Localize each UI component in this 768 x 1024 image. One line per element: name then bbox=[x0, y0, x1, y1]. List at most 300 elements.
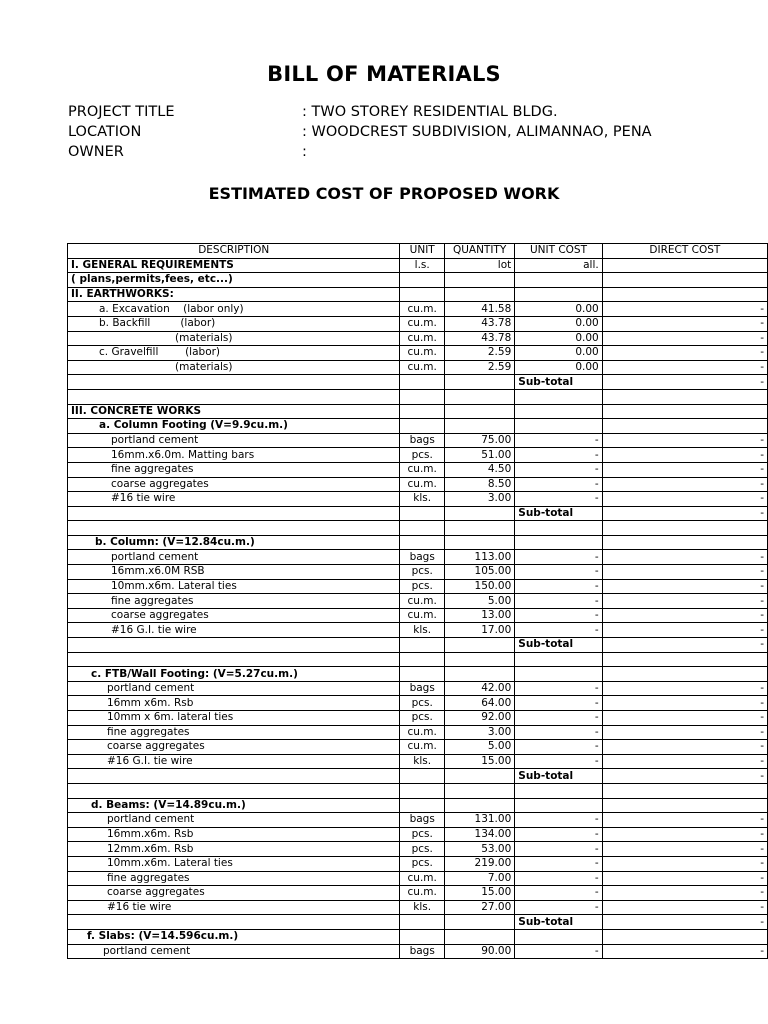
row-unit: pcs. bbox=[400, 448, 444, 463]
row-description: f. Slabs: (V=14.596cu.m.) bbox=[68, 929, 400, 944]
row-unit-cost: - bbox=[515, 594, 602, 609]
row-unit-cost: - bbox=[515, 579, 602, 594]
row-unit: kls. bbox=[400, 623, 444, 638]
table-row bbox=[68, 565, 768, 580]
row-direct-cost: - bbox=[602, 608, 767, 623]
row-unit bbox=[400, 404, 444, 419]
row-quantity: 8.50 bbox=[444, 477, 514, 492]
row-unit-cost: - bbox=[515, 944, 602, 959]
table-row bbox=[68, 871, 768, 886]
row-quantity: 219.00 bbox=[444, 856, 514, 871]
table-row bbox=[68, 258, 768, 273]
row-direct-cost bbox=[602, 419, 767, 434]
header-unit-cost: UNIT COST bbox=[515, 244, 602, 259]
table-row bbox=[68, 783, 768, 798]
row-description: coarse aggregates bbox=[68, 740, 400, 755]
row-description: III. CONCRETE WORKS bbox=[68, 404, 400, 419]
row-unit-cost: 0.00 bbox=[515, 316, 602, 331]
table-row bbox=[68, 856, 768, 871]
row-direct-cost: - bbox=[602, 915, 767, 930]
row-unit: pcs. bbox=[400, 856, 444, 871]
row-description: b. Backfill (labor) bbox=[68, 316, 400, 331]
row-unit-cost: Sub-total bbox=[515, 915, 602, 930]
row-quantity bbox=[444, 287, 514, 302]
row-quantity: 27.00 bbox=[444, 900, 514, 915]
row-description: 16mm.x6.0M RSB bbox=[68, 565, 400, 580]
row-quantity: lot bbox=[444, 258, 514, 273]
row-description: d. Beams: (V=14.89cu.m.) bbox=[68, 798, 400, 813]
row-direct-cost: - bbox=[602, 316, 767, 331]
row-unit-cost: - bbox=[515, 871, 602, 886]
row-description: 16mm x6m. Rsb bbox=[68, 696, 400, 711]
row-description bbox=[68, 506, 400, 521]
row-unit: pcs. bbox=[400, 827, 444, 842]
row-direct-cost: - bbox=[602, 477, 767, 492]
row-description: #16 tie wire bbox=[68, 492, 400, 507]
row-unit bbox=[400, 769, 444, 784]
row-quantity bbox=[444, 389, 514, 404]
row-unit: cu.m. bbox=[400, 302, 444, 317]
row-quantity bbox=[444, 667, 514, 682]
row-direct-cost: - bbox=[602, 944, 767, 959]
row-unit-cost: 0.00 bbox=[515, 346, 602, 361]
row-quantity: 15.00 bbox=[444, 886, 514, 901]
row-unit-cost: - bbox=[515, 681, 602, 696]
table-row bbox=[68, 287, 768, 302]
page-title: BILL OF MATERIALS bbox=[267, 62, 501, 86]
row-description: #16 G.I. tie wire bbox=[68, 754, 400, 769]
row-direct-cost bbox=[602, 287, 767, 302]
row-unit: kls. bbox=[400, 492, 444, 507]
row-description bbox=[68, 375, 400, 390]
row-quantity: 90.00 bbox=[444, 944, 514, 959]
table-row bbox=[68, 579, 768, 594]
row-description: fine aggregates bbox=[68, 462, 400, 477]
row-direct-cost: - bbox=[602, 681, 767, 696]
table-row bbox=[68, 740, 768, 755]
subtotal-row bbox=[68, 769, 768, 784]
row-unit: pcs. bbox=[400, 579, 444, 594]
row-direct-cost bbox=[602, 667, 767, 682]
table-row bbox=[68, 346, 768, 361]
row-unit-cost: 0.00 bbox=[515, 331, 602, 346]
row-unit bbox=[400, 389, 444, 404]
table-row bbox=[68, 711, 768, 726]
table-row bbox=[68, 798, 768, 813]
row-description bbox=[68, 652, 400, 667]
row-unit-cost: - bbox=[515, 813, 602, 828]
row-quantity: 3.00 bbox=[444, 492, 514, 507]
row-unit-cost: - bbox=[515, 462, 602, 477]
row-unit-cost: - bbox=[515, 433, 602, 448]
row-unit-cost: - bbox=[515, 842, 602, 857]
row-description bbox=[68, 769, 400, 784]
table-row bbox=[68, 535, 768, 550]
row-unit-cost: - bbox=[515, 754, 602, 769]
table-row bbox=[68, 404, 768, 419]
row-unit bbox=[400, 521, 444, 536]
row-unit-cost: - bbox=[515, 886, 602, 901]
row-direct-cost: - bbox=[602, 623, 767, 638]
row-unit-cost: Sub-total bbox=[515, 638, 602, 653]
table-row bbox=[68, 842, 768, 857]
row-unit-cost: - bbox=[515, 856, 602, 871]
table-row bbox=[68, 667, 768, 682]
table-row bbox=[68, 696, 768, 711]
row-description: 16mm.x6.0m. Matting bars bbox=[68, 448, 400, 463]
row-unit-cost: all. bbox=[515, 258, 602, 273]
row-quantity: 5.00 bbox=[444, 594, 514, 609]
row-quantity: 15.00 bbox=[444, 754, 514, 769]
row-quantity: 150.00 bbox=[444, 579, 514, 594]
table-row bbox=[68, 492, 768, 507]
table-row bbox=[68, 725, 768, 740]
row-unit: pcs. bbox=[400, 842, 444, 857]
row-direct-cost bbox=[602, 783, 767, 798]
table-row bbox=[68, 754, 768, 769]
table-row bbox=[68, 813, 768, 828]
header-quantity: QUANTITY bbox=[444, 244, 514, 259]
row-direct-cost bbox=[602, 652, 767, 667]
row-unit: pcs. bbox=[400, 565, 444, 580]
row-quantity: 75.00 bbox=[444, 433, 514, 448]
row-unit: kls. bbox=[400, 900, 444, 915]
row-quantity: 4.50 bbox=[444, 462, 514, 477]
row-unit: cu.m. bbox=[400, 608, 444, 623]
row-quantity bbox=[444, 375, 514, 390]
row-description: coarse aggregates bbox=[68, 886, 400, 901]
row-description: portland cement bbox=[68, 550, 400, 565]
subtotal-row bbox=[68, 375, 768, 390]
location-value: : WOODCREST SUBDIVISION, ALIMANNAO, PENA bbox=[302, 124, 652, 140]
row-direct-cost: - bbox=[602, 813, 767, 828]
header-direct-cost: DIRECT COST bbox=[602, 244, 767, 259]
row-unit-cost: - bbox=[515, 608, 602, 623]
row-unit: bags bbox=[400, 944, 444, 959]
row-direct-cost bbox=[602, 389, 767, 404]
row-quantity: 131.00 bbox=[444, 813, 514, 828]
row-quantity bbox=[444, 506, 514, 521]
row-description: portland cement bbox=[68, 944, 400, 959]
row-quantity: 105.00 bbox=[444, 565, 514, 580]
row-unit-cost bbox=[515, 929, 602, 944]
row-description: 16mm.x6m. Rsb bbox=[68, 827, 400, 842]
row-quantity: 2.59 bbox=[444, 360, 514, 375]
row-description bbox=[68, 783, 400, 798]
row-unit: l.s. bbox=[400, 258, 444, 273]
row-quantity: 134.00 bbox=[444, 827, 514, 842]
row-unit bbox=[400, 929, 444, 944]
row-direct-cost: - bbox=[602, 565, 767, 580]
row-unit-cost: Sub-total bbox=[515, 375, 602, 390]
row-unit: bags bbox=[400, 681, 444, 696]
row-quantity: 51.00 bbox=[444, 448, 514, 463]
table-row bbox=[68, 331, 768, 346]
row-description: a. Column Footing (V=9.9cu.m.) bbox=[68, 419, 400, 434]
row-direct-cost: - bbox=[602, 856, 767, 871]
row-quantity bbox=[444, 769, 514, 784]
row-unit-cost: - bbox=[515, 550, 602, 565]
table-row bbox=[68, 477, 768, 492]
row-direct-cost bbox=[602, 273, 767, 288]
row-description bbox=[68, 638, 400, 653]
row-unit: cu.m. bbox=[400, 316, 444, 331]
row-description bbox=[68, 389, 400, 404]
row-quantity bbox=[444, 652, 514, 667]
row-direct-cost: - bbox=[602, 711, 767, 726]
row-quantity bbox=[444, 404, 514, 419]
row-description: b. Column: (V=12.84cu.m.) bbox=[68, 535, 400, 550]
row-quantity bbox=[444, 798, 514, 813]
row-unit: pcs. bbox=[400, 696, 444, 711]
row-quantity: 3.00 bbox=[444, 725, 514, 740]
row-unit: cu.m. bbox=[400, 331, 444, 346]
location-label: LOCATION bbox=[68, 124, 142, 140]
row-quantity: 113.00 bbox=[444, 550, 514, 565]
row-unit: cu.m. bbox=[400, 594, 444, 609]
row-unit: pcs. bbox=[400, 711, 444, 726]
row-quantity bbox=[444, 929, 514, 944]
row-description: coarse aggregates bbox=[68, 477, 400, 492]
table-row bbox=[68, 433, 768, 448]
row-unit: cu.m. bbox=[400, 462, 444, 477]
project-title-label: PROJECT TITLE bbox=[68, 104, 175, 120]
row-unit-cost: - bbox=[515, 711, 602, 726]
row-unit: cu.m. bbox=[400, 477, 444, 492]
table-row bbox=[68, 419, 768, 434]
table-row bbox=[68, 462, 768, 477]
row-description: 12mm.x6m. Rsb bbox=[68, 842, 400, 857]
row-unit-cost: - bbox=[515, 900, 602, 915]
table-row bbox=[68, 316, 768, 331]
row-unit: cu.m. bbox=[400, 346, 444, 361]
row-description: coarse aggregates bbox=[68, 608, 400, 623]
row-unit bbox=[400, 783, 444, 798]
row-direct-cost: - bbox=[602, 550, 767, 565]
section-subtitle: ESTIMATED COST OF PROPOSED WORK bbox=[208, 184, 560, 203]
row-unit-cost: - bbox=[515, 448, 602, 463]
row-direct-cost bbox=[602, 535, 767, 550]
row-description: c. FTB/Wall Footing: (V=5.27cu.m.) bbox=[68, 667, 400, 682]
row-unit-cost: - bbox=[515, 565, 602, 580]
row-unit bbox=[400, 287, 444, 302]
row-unit: bags bbox=[400, 433, 444, 448]
row-quantity: 42.00 bbox=[444, 681, 514, 696]
row-unit bbox=[400, 419, 444, 434]
row-direct-cost: - bbox=[602, 827, 767, 842]
row-unit: cu.m. bbox=[400, 360, 444, 375]
row-unit-cost bbox=[515, 798, 602, 813]
header-unit: UNIT bbox=[400, 244, 444, 259]
row-direct-cost: - bbox=[602, 302, 767, 317]
row-quantity bbox=[444, 783, 514, 798]
row-unit-cost bbox=[515, 419, 602, 434]
row-description: 10mm.x6m. Lateral ties bbox=[68, 579, 400, 594]
table-body bbox=[68, 258, 768, 959]
row-direct-cost bbox=[602, 521, 767, 536]
row-unit-cost: Sub-total bbox=[515, 769, 602, 784]
row-quantity: 41.58 bbox=[444, 302, 514, 317]
row-quantity: 13.00 bbox=[444, 608, 514, 623]
subtotal-row bbox=[68, 915, 768, 930]
row-unit: cu.m. bbox=[400, 871, 444, 886]
row-unit-cost bbox=[515, 535, 602, 550]
row-direct-cost: - bbox=[602, 769, 767, 784]
table-row bbox=[68, 550, 768, 565]
row-unit-cost bbox=[515, 404, 602, 419]
row-quantity: 92.00 bbox=[444, 711, 514, 726]
row-unit: cu.m. bbox=[400, 725, 444, 740]
row-quantity: 2.59 bbox=[444, 346, 514, 361]
table-row bbox=[68, 929, 768, 944]
row-description: portland cement bbox=[68, 433, 400, 448]
table-row bbox=[68, 681, 768, 696]
row-description bbox=[68, 915, 400, 930]
row-quantity bbox=[444, 638, 514, 653]
table-row bbox=[68, 273, 768, 288]
row-unit-cost bbox=[515, 783, 602, 798]
row-unit bbox=[400, 638, 444, 653]
project-title-value: : TWO STOREY RESIDENTIAL BLDG. bbox=[302, 104, 558, 120]
row-unit-cost: - bbox=[515, 740, 602, 755]
row-direct-cost: - bbox=[602, 886, 767, 901]
row-unit bbox=[400, 506, 444, 521]
table-row bbox=[68, 389, 768, 404]
row-unit bbox=[400, 652, 444, 667]
row-quantity: 53.00 bbox=[444, 842, 514, 857]
row-direct-cost bbox=[602, 258, 767, 273]
table-row bbox=[68, 623, 768, 638]
row-quantity bbox=[444, 521, 514, 536]
row-unit-cost: - bbox=[515, 477, 602, 492]
row-direct-cost bbox=[602, 798, 767, 813]
row-direct-cost bbox=[602, 404, 767, 419]
row-quantity: 17.00 bbox=[444, 623, 514, 638]
row-description: II. EARTHWORKS: bbox=[68, 287, 400, 302]
row-direct-cost: - bbox=[602, 594, 767, 609]
row-quantity bbox=[444, 535, 514, 550]
row-unit-cost bbox=[515, 389, 602, 404]
row-description: (materials) bbox=[68, 360, 400, 375]
row-description: fine aggregates bbox=[68, 725, 400, 740]
row-direct-cost: - bbox=[602, 696, 767, 711]
row-direct-cost: - bbox=[602, 842, 767, 857]
row-quantity: 43.78 bbox=[444, 331, 514, 346]
table-row bbox=[68, 652, 768, 667]
table-row bbox=[68, 521, 768, 536]
row-unit bbox=[400, 273, 444, 288]
row-unit-cost bbox=[515, 652, 602, 667]
row-description: #16 tie wire bbox=[68, 900, 400, 915]
row-direct-cost: - bbox=[602, 871, 767, 886]
row-description: 10mm x 6m. lateral ties bbox=[68, 711, 400, 726]
row-direct-cost: - bbox=[602, 492, 767, 507]
row-quantity: 64.00 bbox=[444, 696, 514, 711]
row-direct-cost: - bbox=[602, 754, 767, 769]
row-direct-cost: - bbox=[602, 462, 767, 477]
row-description: fine aggregates bbox=[68, 594, 400, 609]
row-unit-cost bbox=[515, 273, 602, 288]
row-unit: bags bbox=[400, 550, 444, 565]
row-quantity bbox=[444, 419, 514, 434]
row-unit: cu.m. bbox=[400, 886, 444, 901]
row-quantity bbox=[444, 915, 514, 930]
row-unit-cost: - bbox=[515, 725, 602, 740]
table-row bbox=[68, 608, 768, 623]
row-description: portland cement bbox=[68, 681, 400, 696]
row-direct-cost: - bbox=[602, 375, 767, 390]
row-unit-cost: - bbox=[515, 623, 602, 638]
table-row bbox=[68, 594, 768, 609]
row-unit: kls. bbox=[400, 754, 444, 769]
row-unit bbox=[400, 667, 444, 682]
header-description: DESCRIPTION bbox=[68, 244, 400, 259]
row-direct-cost: - bbox=[602, 638, 767, 653]
row-description: a. Excavation (labor only) bbox=[68, 302, 400, 317]
row-unit: bags bbox=[400, 813, 444, 828]
row-direct-cost: - bbox=[602, 740, 767, 755]
row-description: 10mm.x6m. Lateral ties bbox=[68, 856, 400, 871]
row-description: fine aggregates bbox=[68, 871, 400, 886]
row-direct-cost: - bbox=[602, 579, 767, 594]
row-unit-cost: Sub-total bbox=[515, 506, 602, 521]
subtotal-row bbox=[68, 506, 768, 521]
row-direct-cost: - bbox=[602, 433, 767, 448]
row-unit-cost: 0.00 bbox=[515, 360, 602, 375]
row-direct-cost: - bbox=[602, 331, 767, 346]
row-direct-cost: - bbox=[602, 360, 767, 375]
row-unit-cost bbox=[515, 521, 602, 536]
table-row bbox=[68, 944, 768, 959]
row-unit bbox=[400, 915, 444, 930]
row-quantity bbox=[444, 273, 514, 288]
row-unit: cu.m. bbox=[400, 740, 444, 755]
row-unit-cost: - bbox=[515, 492, 602, 507]
row-description: (materials) bbox=[68, 331, 400, 346]
owner-label: OWNER bbox=[68, 144, 124, 160]
row-direct-cost: - bbox=[602, 725, 767, 740]
row-direct-cost: - bbox=[602, 448, 767, 463]
row-description: portland cement bbox=[68, 813, 400, 828]
row-direct-cost: - bbox=[602, 900, 767, 915]
row-unit-cost bbox=[515, 667, 602, 682]
row-unit-cost: 0.00 bbox=[515, 302, 602, 317]
row-description bbox=[68, 521, 400, 536]
bill-of-materials-table bbox=[67, 243, 768, 959]
row-unit-cost: - bbox=[515, 827, 602, 842]
row-description: #16 G.I. tie wire bbox=[68, 623, 400, 638]
row-quantity: 5.00 bbox=[444, 740, 514, 755]
row-description: ( plans,permits,fees, etc...) bbox=[68, 273, 400, 288]
row-unit-cost: - bbox=[515, 696, 602, 711]
row-unit bbox=[400, 535, 444, 550]
row-quantity: 7.00 bbox=[444, 871, 514, 886]
table-row bbox=[68, 827, 768, 842]
table-row bbox=[68, 448, 768, 463]
table-row bbox=[68, 886, 768, 901]
table-header-row bbox=[68, 244, 768, 259]
row-unit bbox=[400, 375, 444, 390]
row-direct-cost: - bbox=[602, 506, 767, 521]
owner-value: : bbox=[302, 144, 307, 160]
row-quantity: 43.78 bbox=[444, 316, 514, 331]
row-description: I. GENERAL REQUIREMENTS bbox=[68, 258, 400, 273]
table-row bbox=[68, 900, 768, 915]
row-direct-cost: - bbox=[602, 346, 767, 361]
row-description: c. Gravelfill (labor) bbox=[68, 346, 400, 361]
row-unit-cost bbox=[515, 287, 602, 302]
row-direct-cost bbox=[602, 929, 767, 944]
